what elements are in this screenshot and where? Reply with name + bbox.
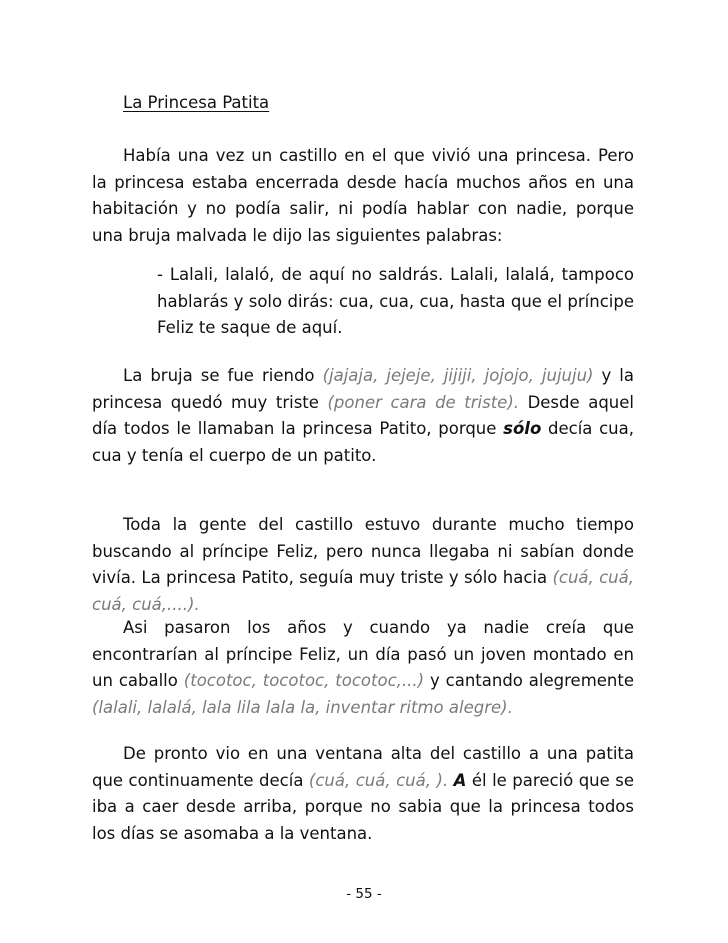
paragraph-3	[92, 512, 634, 619]
narrative-text: Asi pasaron los años y cuando ya nadie creía que encontrarían al príncipe Feliz, un día pasó un joven montado en un caballo	[92, 618, 634, 691]
paragraph-2	[92, 363, 634, 470]
stage-direction: (tocotoc, tocotoc, tocotoc,...)	[183, 671, 425, 691]
narrative-text: De pronto vio en una ventana alta del castillo a una patita que continuamente decía	[92, 744, 634, 790]
emphasized-word: A	[453, 770, 467, 790]
paragraph-1	[92, 143, 634, 250]
stage-direction: (jajaja, jejeje, jijiji, jojojo, jujuju)	[322, 366, 594, 385]
stage-direction: (poner cara de triste).	[327, 392, 520, 412]
narrative-text: y cantando alegremente	[424, 671, 635, 691]
narrative-text: Toda la gente del castillo estuvo durante mucho tiempo buscando al príncipe Feliz, pero nunca llegaba ni sabían donde vivía. La princesa Patito, seguía muy triste y sólo hacia	[92, 515, 634, 588]
paragraph-4	[92, 615, 634, 722]
narrative-text: La bruja se fue riendo	[123, 366, 323, 385]
narrative-text: Había una vez un castillo en el que vivió una princesa. Pero la princesa estaba encerrada desde hacía muchos años en una habitación y no podía salir, ni podía hablar con nadie, porque una bruja malvada le dijo las siguientes palabras:	[92, 146, 634, 246]
story-title: La Princesa Patita	[123, 93, 270, 112]
narrative-text: él le pareció que se iba a caer desde arriba, porque no sabia que la princesa todos los días se asomaba a la ventana.	[92, 770, 635, 844]
stage-direction: (cuá, cuá, cuá, cuá,....).	[92, 568, 634, 615]
narrative-text: y la princesa quedó muy triste	[92, 366, 634, 412]
witch-spell-quote: - Lalali, lalaló, de aquí no saldrás. Lalali, lalalá, tampoco hablarás y solo dirás: cua, cua, cua, hasta que el príncipe Feliz te saque de aquí.	[157, 265, 634, 338]
stage-direction: (lalali, lalalá, lala lila lala la, inventar ritmo alegre).	[92, 698, 513, 718]
narrative-text: decía cua, cua y tenía el cuerpo de un patito.	[92, 419, 634, 466]
stage-direction: (cuá, cuá, cuá, ).	[308, 770, 449, 790]
narrative-text: Desde aquel día todos le llamaban la princesa Patito, porque	[92, 392, 634, 439]
page-number: - 55 -	[346, 886, 382, 902]
paragraph-5	[92, 741, 634, 848]
emphasized-word: sólo	[503, 419, 542, 439]
